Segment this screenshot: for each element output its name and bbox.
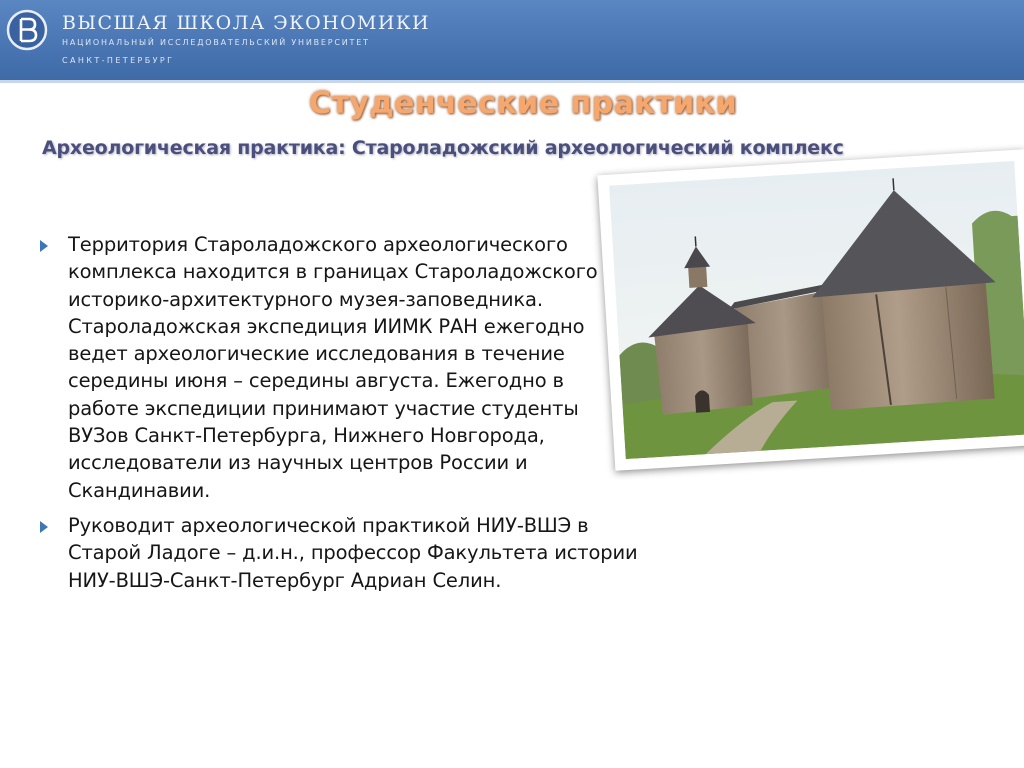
bullet-text: Руководит археологической практикой НИУ-ВШЭ в Старой Ладоге – д.и.н., профессор Факультета истории НИУ-ВШЭ-Санкт-Петербург Адриан Селин. bbox=[68, 513, 638, 592]
fortress-photo-icon bbox=[609, 161, 1024, 459]
bullet-arrow-icon bbox=[40, 240, 48, 252]
header-bar bbox=[0, 0, 1024, 83]
fortress-photo bbox=[597, 149, 1024, 471]
bullet-text: Территория Староладожского археологического комплекса находится в границах Староладожского историко-архитектурного музея-заповедника. Староладожская экспедиция ИИМК РАН ежегодно ведет археологические исследования в течение середины июня – середины августа. Ежегодно в работе экспедиции принимают участие студенты ВУЗов Санкт-Петербурга, Нижнего Новгорода, исследователи из научных центров России и Скандинавии. bbox=[68, 233, 598, 502]
university-subtitle: НАЦИОНАЛЬНЫЙ ИССЛЕДОВАТЕЛЬСКИЙ УНИВЕРСИТЕТ bbox=[62, 38, 370, 47]
slide-subtitle: Археологическая практика: Староладожский археологический комплекс bbox=[42, 137, 844, 159]
bullet-item bbox=[40, 512, 640, 594]
bullet-arrow-icon bbox=[40, 521, 48, 533]
university-name: ВЫСШАЯ ШКОЛА ЭКОНОМИКИ bbox=[62, 12, 430, 34]
bullet-item bbox=[40, 231, 640, 504]
bullet-list bbox=[40, 231, 640, 602]
campus-name: САНКТ-ПЕТЕРБУРГ bbox=[62, 56, 175, 65]
hse-logo-icon bbox=[6, 9, 48, 51]
slide-title: Студенческие практики bbox=[308, 86, 738, 121]
